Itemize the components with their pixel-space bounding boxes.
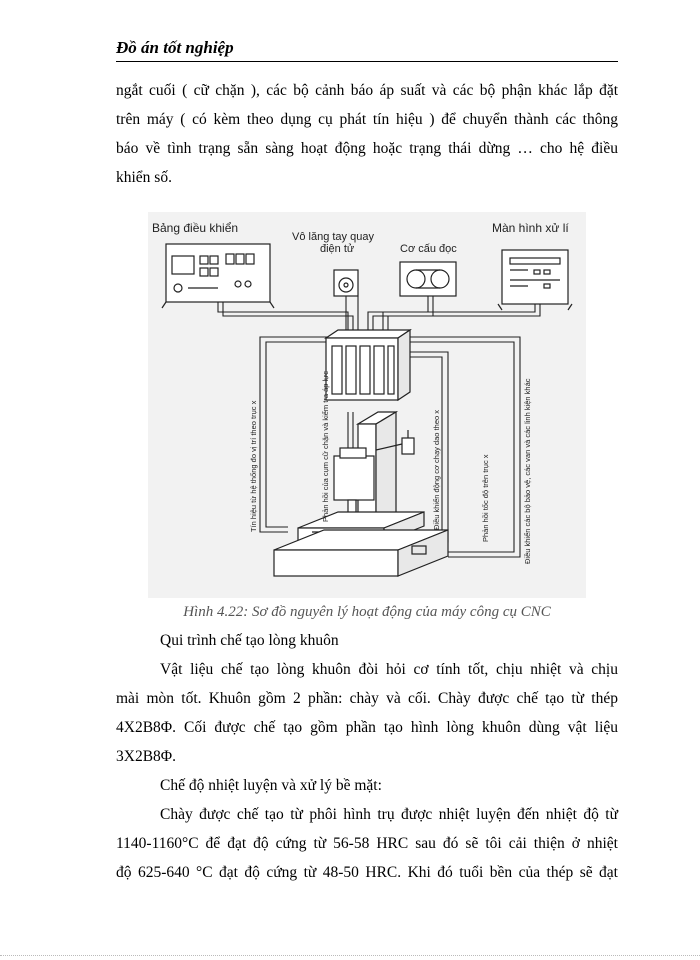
para2-line: độ 625-640 °C đạt độ cứng từ 48-50 HRC. Khi đó tuổi bền của thép sẽ đạt [116, 864, 618, 881]
section-heading-2: Chế độ nhiệt luyện và xử lý bề mặt: [160, 777, 382, 794]
label-control-panel: Bảng điều khiển [152, 221, 239, 235]
figure-caption: Hình 4.22: Sơ đồ nguyên lý hoạt động của máy công cụ CNC [183, 604, 551, 620]
para1-line: mài mòn tốt. Khuôn gồm 2 phần: chày và cối. Chày được chế tạo từ thép [116, 690, 618, 707]
intro-line: báo về tình trạng sẵn sàng hoạt động hoặc trạng thái dừng … cho hệ điều [116, 140, 618, 157]
page-header: Đồ án tốt nghiệp [116, 38, 618, 62]
intro-paragraph [116, 76, 618, 192]
control-panel-icon [162, 244, 274, 308]
para1-line: 3X2B8Φ. [116, 748, 176, 765]
para1-line: 4X2B8Φ. Cối được chế tạo gồm phần tạo hình lòng khuôn dùng vật liệu [116, 719, 618, 736]
para2-line: 1140-1160°C để đạt độ cứng từ 56-58 HRC sau đó sẽ tôi cải thiện ở nhiệt [116, 835, 618, 852]
vlabel-position-x: Tín hiệu từ hệ thống đo vị trí theo trục x [249, 400, 258, 532]
cnc-diagram-figure [148, 212, 586, 598]
label-handwheel-1: Vô lăng tay quay [292, 231, 374, 243]
intro-line: trên máy ( có kèm theo dụng cụ phát tín hiệu ) để chuyển thành các thông [116, 111, 618, 128]
intro-line: ngắt cuối ( cữ chặn ), các bộ cảnh báo áp suất và các bộ phận khác lắp đặt [116, 82, 618, 99]
para2-line: Chày được chế tạo từ phôi hình trụ được nhiệt luyện đến nhiệt độ từ [160, 806, 618, 823]
label-reader: Cơ cấu đọc [400, 243, 457, 255]
display-icon [498, 250, 572, 310]
reader-icon [400, 262, 456, 296]
vlabel-speed-feedback: Phản hồi tốc độ trên trục x [481, 454, 490, 542]
section-heading: Qui trình chế tạo lòng khuôn [160, 632, 339, 649]
label-display: Màn hình xử lí [492, 221, 569, 235]
cnc-diagram [148, 212, 586, 598]
section-paragraph-1 [116, 655, 618, 771]
label-handwheel-2: điện tử [320, 243, 355, 255]
vlabel-stop-pressure: Phản hồi của cụm cữ chặn và kiểm tra áp lực [321, 371, 330, 522]
cnc-machine-icon [274, 412, 448, 576]
controller-cabinet-icon [326, 330, 410, 400]
vlabel-protection: Điều khiển các bộ bảo vệ, các van và các linh kiện khác [523, 378, 532, 564]
handwheel-icon [334, 270, 358, 296]
intro-line: khiển số. [116, 169, 172, 186]
vlabel-feed-motor: Điều khiển động cơ chạy dao theo x [432, 410, 441, 530]
section-paragraph-2 [116, 800, 618, 887]
page-bottom-border [0, 955, 700, 956]
para1-line: Vật liệu chế tạo lòng khuôn đòi hỏi cơ tính tốt, chịu nhiệt và chịu [160, 661, 618, 678]
